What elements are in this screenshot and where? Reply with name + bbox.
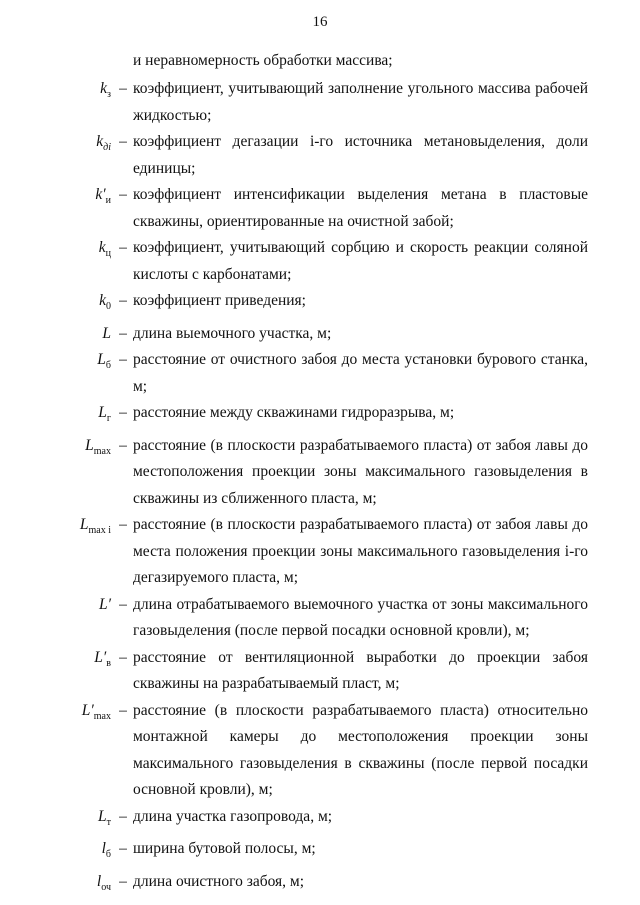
definition-text: коэффициент интенсификации выделения метана в пластовые скважины, ориентированные на очистной забой; bbox=[133, 186, 588, 230]
definition-entry bbox=[0, 347, 640, 400]
definition-dash: – bbox=[119, 239, 127, 256]
definition-entry bbox=[0, 288, 640, 321]
definition-entry bbox=[0, 804, 640, 837]
definition-symbol bbox=[0, 76, 115, 109]
definition-text: коэффициент, учитывающий заполнение угольного массива рабочей жидкостью; bbox=[133, 80, 588, 124]
symbol-base: L bbox=[85, 436, 94, 454]
definition-dash: – bbox=[119, 516, 127, 534]
definition-entry bbox=[0, 869, 640, 902]
symbol-base: k bbox=[99, 292, 106, 309]
definition-symbol bbox=[0, 512, 115, 545]
definition-entry bbox=[0, 512, 640, 592]
definition-dash: – bbox=[119, 648, 127, 666]
definition-entry bbox=[0, 129, 640, 182]
definition-text: расстояние от вентиляционной выработки до проекции забоя скважины на разрабатываемый пласт, м; bbox=[133, 648, 588, 693]
definition-entry bbox=[0, 321, 640, 348]
definition-dash: – bbox=[119, 701, 127, 719]
definition-symbol bbox=[0, 347, 115, 380]
symbol-subscript: max bbox=[93, 445, 111, 457]
definition-text: расстояние между скважинами гидроразрыва, м; bbox=[133, 404, 455, 422]
definition-text: расстояние (в плоскости разрабатываемого пласта) от забоя лавы до места положения проекции зоны максимального газовыделения i-го дегазируемого пласта, м; bbox=[133, 516, 588, 587]
symbol-subscript: т bbox=[106, 816, 111, 828]
symbol-base: L′ bbox=[98, 595, 111, 613]
page-number: 16 bbox=[312, 14, 328, 30]
definition-symbol bbox=[0, 592, 115, 619]
symbol-base: L bbox=[97, 351, 106, 369]
definition-symbol bbox=[0, 804, 115, 837]
symbol-base: k bbox=[100, 80, 108, 97]
definition-entry bbox=[0, 235, 640, 288]
definitions-list bbox=[0, 76, 640, 901]
symbol-subscript: г bbox=[106, 413, 111, 425]
definition-dash: – bbox=[119, 872, 127, 890]
definition-symbol bbox=[0, 288, 115, 321]
symbol-base: k bbox=[96, 133, 104, 150]
definition-dash: – bbox=[119, 186, 127, 203]
symbol-base: k′ bbox=[95, 186, 106, 203]
symbol-subscript: max bbox=[93, 710, 111, 722]
definition-text: длина очистного забоя, м; bbox=[133, 872, 305, 890]
definition-dash: – bbox=[119, 80, 127, 97]
definition-symbol bbox=[0, 836, 115, 869]
definition-entry bbox=[0, 645, 640, 698]
definition-symbol bbox=[0, 869, 115, 902]
definition-dash: – bbox=[119, 351, 127, 369]
definition-entry bbox=[0, 76, 640, 129]
definition-text: расстояние от очистного забоя до места установки бурового станка, м; bbox=[133, 351, 588, 395]
symbol-base: L bbox=[98, 807, 107, 825]
definition-entry bbox=[0, 698, 640, 804]
symbol-base: L′ bbox=[94, 648, 107, 666]
symbol-base: L bbox=[79, 516, 89, 534]
continuation-line: и неравномерность обработки массива; bbox=[133, 52, 393, 69]
symbol-base: k bbox=[98, 239, 106, 256]
definition-entry bbox=[0, 400, 640, 433]
definition-symbol bbox=[0, 400, 115, 433]
definition-entry bbox=[0, 433, 640, 513]
definition-text: коэффициент приведения; bbox=[133, 292, 306, 309]
symbol-base: L bbox=[98, 404, 107, 422]
definition-symbol bbox=[0, 645, 115, 678]
definition-symbol bbox=[0, 235, 115, 268]
definition-symbol bbox=[0, 698, 115, 731]
definition-entry bbox=[0, 182, 640, 235]
symbol-subscript: дi bbox=[103, 142, 111, 154]
symbol-subscript: б bbox=[105, 849, 111, 861]
symbol-subscript: 0 bbox=[106, 301, 111, 313]
symbol-subscript: в bbox=[106, 657, 111, 669]
definition-symbol bbox=[0, 321, 115, 348]
symbol-subscript: б bbox=[105, 360, 111, 372]
definition-text: коэффициент дегазации i-го источника метановыделения, доли единицы; bbox=[133, 133, 588, 177]
definition-text: расстояние (в плоскости разрабатываемого пласта) от забоя лавы до местоположения проекции зоны максимального газовыделения в скважины из сближенного пласта, м; bbox=[133, 436, 588, 507]
symbol-subscript: и bbox=[105, 195, 111, 207]
definition-dash: – bbox=[119, 133, 127, 150]
definition-symbol bbox=[0, 433, 115, 466]
definition-dash: – bbox=[119, 807, 127, 825]
definition-dash: – bbox=[119, 595, 127, 613]
definition-dash: – bbox=[119, 292, 127, 309]
definition-dash: – bbox=[119, 436, 127, 454]
definition-entry bbox=[0, 836, 640, 869]
definition-dash: – bbox=[119, 404, 127, 422]
definition-text: длина участка газопровода, м; bbox=[133, 807, 333, 825]
symbol-subscript: оч bbox=[101, 881, 111, 893]
definition-text: коэффициент, учитывающий сорбцию и скорость реакции соляной кислоты с карбонатами; bbox=[133, 239, 588, 283]
symbol-base: l bbox=[96, 872, 102, 890]
definition-text: расстояние (в плоскости разрабатываемого пласта) относительно монтажной камеры до местоположения проекции зоны максимального газовыделения в скважины (после первой посадки основной кровли), м; bbox=[133, 701, 588, 799]
definition-symbol bbox=[0, 182, 115, 215]
symbol-base: L bbox=[102, 324, 111, 342]
symbol-base: L′ bbox=[81, 701, 94, 719]
symbol-base: l bbox=[101, 840, 106, 858]
definition-symbol bbox=[0, 129, 115, 162]
definition-entry bbox=[0, 592, 640, 645]
symbol-subscript: з bbox=[107, 89, 111, 101]
definition-text: длина отрабатываемого выемочного участка от зоны максимального газовыделения (после первой посадки основной кровли), м; bbox=[133, 595, 588, 640]
symbol-subscript: ц bbox=[105, 248, 111, 260]
definition-text: ширина бутовой полосы, м; bbox=[133, 840, 316, 858]
symbol-subscript: max i bbox=[88, 525, 111, 537]
definition-text: длина выемочного участка, м; bbox=[133, 324, 332, 342]
definition-dash: – bbox=[119, 324, 127, 342]
definition-dash: – bbox=[119, 840, 127, 858]
